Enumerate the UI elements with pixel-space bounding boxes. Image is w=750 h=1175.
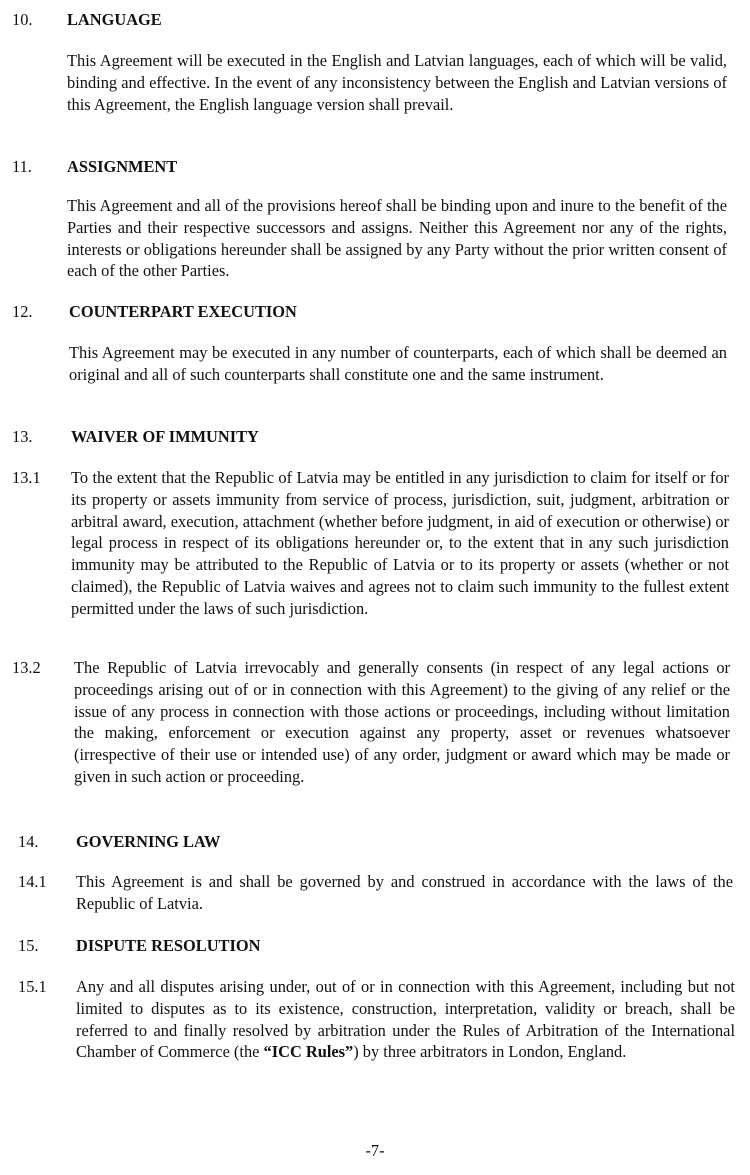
clause-number: 15.1 [18,977,47,996]
section-number: 11. [12,157,32,176]
section-body-counterpart-execution: This Agreement may be executed in any number of counterparts, each of which shall be deemed an original and all of such counterparts shall constitute one and the same instrument. [69,343,727,384]
section-heading-counterpart-execution: COUNTERPART EXECUTION [69,302,297,321]
section-number: 14. [18,832,39,851]
section-heading-governing-law: GOVERNING LAW [76,832,221,851]
clause-number: 13.2 [12,658,41,677]
section-number: 12. [12,302,33,321]
clause-text-15-1-part: Any and all disputes arising under, out of or in connection with this Agreement, including but not limited to disputes as to its existence, construction, interpretation, validity or breach, shall be referred to and finally resolved by arbitration under the Rules of Arbitration of the International Chamber of Commerce (the [76,977,735,1062]
section-number: 13. [12,427,33,446]
section-heading-waiver-of-immunity: WAIVER OF IMMUNITY [71,427,259,446]
clause-text-14-1: This Agreement is and shall be governed by and construed in accordance with the laws of the Republic of Latvia. [76,872,733,913]
clause-text-13-1: To the extent that the Republic of Latvia may be entitled in any jurisdiction to claim for itself or for its property or assets immunity from service of process, jurisdiction, suit, judgment, arbitration or arbitral award, execution, attachment (whether before judgment, in aid of execution or otherwise) or legal process in respect of its obligations hereunder or, to the extent that in any such jurisdiction immunity may be attributed to the Republic of Latvia or to its property or assets (whether or not claimed), the Republic of Latvia waives and agrees not to claim such immunity to the fullest extent permitted under the laws of such jurisdiction. [71,468,729,618]
section-heading-dispute-resolution: DISPUTE RESOLUTION [76,936,261,955]
section-number: 10. [12,10,33,29]
clause-text-15-1-part: ) by three arbitrators in London, England. [353,1042,627,1062]
section-heading-language: LANGUAGE [67,10,162,29]
defined-term-icc-rules: “ICC Rules” [263,1042,354,1062]
section-heading-assignment: ASSIGNMENT [67,157,178,176]
page-number: -7- [365,1141,385,1160]
clause-number: 14.1 [18,872,47,891]
section-number: 15. [18,936,39,955]
clause-text-15-1 [76,976,735,1063]
clause-text-13-2: The Republic of Latvia irrevocably and generally consents (in respect of any legal actions or proceedings arising out of or in connection with this Agreement) to the giving of any relief or the issue of any process in connection with those actions or proceedings, including without limitation the making, enforcement or execution against any property, asset or revenues whatsoever (irrespective of their use or intended use) of any order, judgment or award which may be made or given in such action or proceeding. [74,658,730,786]
section-body-language: This Agreement will be executed in the English and Latvian languages, each of which will be valid, binding and effective. In the event of any inconsistency between the English and Latvian versions of this Agreement, the English language version shall prevail. [67,51,727,114]
section-body-assignment: This Agreement and all of the provisions hereof shall be binding upon and inure to the benefit of the Parties and their respective successors and assigns. Neither this Agreement nor any of the rights, interests or obligations hereunder shall be assigned by any Party without the prior written consent of each of the other Parties. [67,196,727,281]
clause-number: 13.1 [12,468,41,487]
